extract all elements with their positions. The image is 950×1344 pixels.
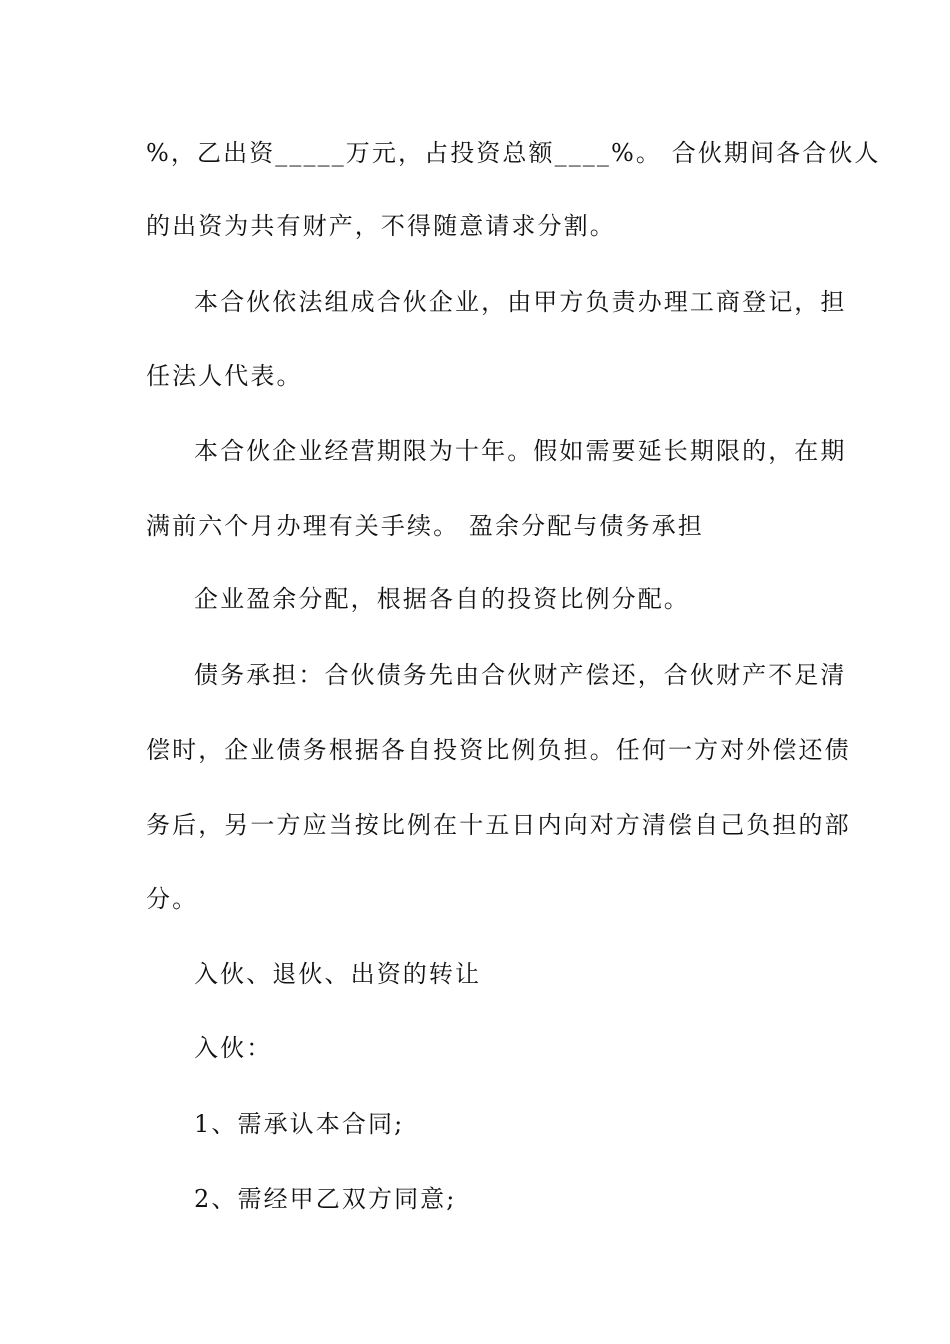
paragraph-line: 的出资为共有财产，不得随意请求分割。 [146, 212, 616, 240]
subsection-heading: 入伙： [194, 1034, 273, 1062]
paragraph-line: 任法人代表。 [146, 362, 303, 390]
paragraph-line: %，乙出资_____万元，占投资总额____%。 合伙期间各合伙人 [146, 139, 881, 167]
paragraph-line: 偿时，企业债务根据各自投资比例负担。任何一方对外偿还债 [146, 736, 851, 764]
paragraph-line: 债务承担：合伙债务先由合伙财产偿还，合伙财产不足清 [194, 661, 847, 689]
list-item: 1、需承认本合同; [194, 1110, 405, 1138]
paragraph-line: 满前六个月办理有关手续。 盈余分配与债务承担 [146, 512, 704, 540]
paragraph-line: 分。 [146, 885, 199, 913]
paragraph-line: 务后，另一方应当按比例在十五日内向对方清偿自己负担的部 [146, 811, 851, 839]
paragraph-line: 本合伙依法组成合伙企业，由甲方负责办理工商登记，担 [194, 288, 847, 316]
paragraph-line: 企业盈余分配，根据各自的投资比例分配。 [194, 585, 690, 613]
list-item: 2、需经甲乙双方同意; [194, 1185, 457, 1213]
paragraph-line: 本合伙企业经营期限为十年。假如需要延长期限的，在期 [194, 437, 847, 465]
section-heading: 入伙、退伙、出资的转让 [194, 960, 482, 988]
